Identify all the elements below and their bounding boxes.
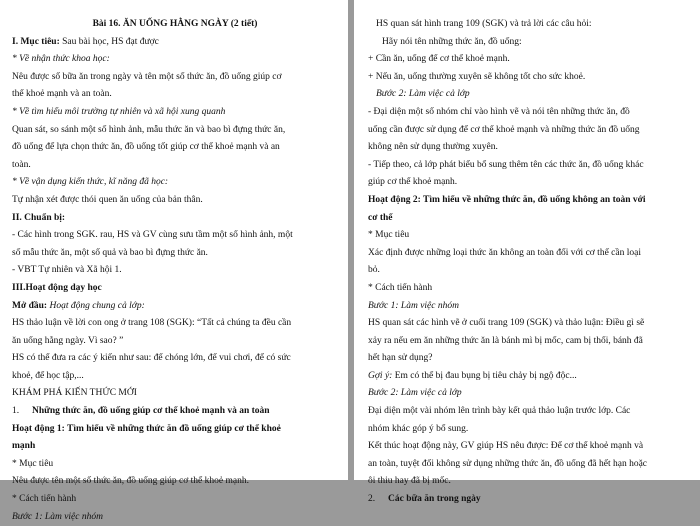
opening-line-4: khoẻ, để học tập,... <box>12 370 84 381</box>
hint-line <box>368 368 690 386</box>
objectives-line <box>12 34 338 52</box>
objectives-label: I. Mục tiêu: <box>12 36 60 47</box>
opening-line <box>12 298 338 316</box>
activities-heading: III.Hoạt động dạy học <box>12 282 102 293</box>
right-line-6: - Đại diện một số nhóm chỉ vào hình vẽ và nói tên những thức ăn, đồ <box>368 106 630 117</box>
opening-line-1: HS thảo luận về lời con ong ở trang 108 (SGK): “Tất cả chúng ta đều cần <box>12 318 292 329</box>
section-2-number: 2. <box>368 494 376 505</box>
method-label: * Cách tiến hành <box>12 494 77 505</box>
goal-label: * Mục tiêu <box>12 458 54 469</box>
document-page-right <box>354 0 700 505</box>
explore-heading: * Về tìm hiểu môi trường tự nhiên và xã hội xung quanh <box>12 106 226 117</box>
right-line-1: HS quan sát hình trang 109 (SGK) và trả lời các câu hỏi: <box>376 19 592 29</box>
science-line-1: Nêu được số bữa ăn trong ngày và tên một số thức ăn, đồ uống giúp cơ <box>12 71 282 82</box>
right-line-23: Đại diện một vài nhóm lên trình bày kết quả thảo luận trước lớp. Các <box>368 406 631 417</box>
right-line-7: uống cần được sử dụng để cơ thể khoẻ mạnh và những thức ăn đồ uống <box>368 124 640 135</box>
right-step-2b-label: Bước 2: Làm việc cả lớp <box>368 388 462 399</box>
right-line-27: ôi thiu hay đã bị mốc. <box>368 476 451 487</box>
skills-heading: * Về vận dụng kiến thức, kĩ năng đã học: <box>12 177 169 188</box>
activity-2-line-1: Hoạt động 2: Tìm hiểu về những thức ăn, đồ uống không an toàn với <box>368 194 646 205</box>
right-line-20: hết hạn sử dụng? <box>368 353 433 364</box>
right-line-25: Kết thúc hoạt động này, GV giúp HS nêu được: Để cơ thể khoẻ mạnh và <box>368 441 644 452</box>
explore-line-1: Quan sát, so sánh một số hình ảnh, mẫu thức ăn và bao bì đựng thức ăn, <box>12 124 286 135</box>
prep-line-2: số mẫu thức ăn, một số quả và bao bì đựng thức ăn. <box>12 247 208 258</box>
opening-text: Hoạt động chung cả lớp: <box>47 300 145 311</box>
explore-line-2: đồ uống để lựa chọn thức ăn, đồ uống tốt giúp cơ thể khoẻ mạnh và an <box>12 142 280 153</box>
right-line-19: xảy ra nếu em ăn những thức ăn là bánh mì bị mốc, cam bị thối, bánh đã <box>368 335 643 346</box>
right-step-2-label: Bước 2: Làm việc cả lớp <box>376 89 470 100</box>
goal-text: Nêu được tên một số thức ăn, đồ uống giúp cơ thể khoẻ mạnh. <box>12 476 249 487</box>
section-1-number: 1. <box>12 406 20 417</box>
prep-heading: II. Chuẩn bị: <box>12 212 66 223</box>
opening-line-2: ăn uống hằng ngày. Vì sao? ” <box>12 335 124 346</box>
skills-line-1: Tự nhận xét được thói quen ăn uống của bản thân. <box>12 194 203 205</box>
section-2-title: Các bữa ăn trong ngày <box>388 494 481 505</box>
opening-label: Mở đầu: <box>12 300 48 311</box>
hint-label: Gợi ý: <box>368 370 393 381</box>
section-1-title: Những thức ăn, đồ uống giúp cơ thể khoẻ mạnh và an toàn <box>32 406 270 417</box>
right-line-24: nhóm khác góp ý bổ sung. <box>368 423 469 434</box>
activity-1-line-2: mạnh <box>12 441 36 452</box>
right-line-10: giúp cơ thể khoẻ mạnh. <box>368 177 458 188</box>
right-line-2: Hãy nói tên những thức ăn, đồ uống: <box>382 36 522 47</box>
opening-line-3: HS có thể đưa ra các ý kiến như sau: để chóng lớn, để vui chơi, để có sức <box>12 353 291 364</box>
activity-2-line-2: cơ thể <box>368 212 393 223</box>
right-line-18: HS quan sát các hình vẽ ở cuối trang 109 (SGK) và thảo luận: Điều gì sẽ <box>368 318 645 329</box>
right-step-1-label: Bước 1: Làm việc nhóm <box>368 300 459 311</box>
right-line-4: + Nếu ăn, uống thường xuyên sẽ không tốt cho sức khoẻ. <box>368 71 586 82</box>
discover-heading: KHÁM PHÁ KIẾN THỨC MỚI <box>12 388 137 399</box>
document-page-left <box>0 0 348 522</box>
step-1-label: Bước 1: Làm việc nhóm <box>12 511 103 522</box>
section-2-heading <box>368 491 690 509</box>
explore-line-3: toàn. <box>12 159 31 170</box>
right-line-15: bỏ. <box>368 265 380 276</box>
right-method-label: * Cách tiến hành <box>368 282 433 293</box>
lesson-title: Bài 16. ĂN UỐNG HẰNG NGÀY (2 tiết) <box>92 19 258 29</box>
right-line-14: Xác định được những loại thức ăn không an toàn đối với cơ thể cần loại <box>368 247 641 258</box>
right-line-3: + Cần ăn, uống để cơ thể khoẻ mạnh. <box>368 54 510 65</box>
right-line-8: không nên sử dụng thường xuyên. <box>368 142 498 153</box>
right-line-26: an toàn, tuyệt đối không sử dụng những thức ăn, đồ uống đã hết hạn hoặc <box>368 458 648 469</box>
science-heading: * Về nhận thức khoa học: <box>12 54 110 65</box>
activity-1-line-1: Hoạt động 1: Tìm hiểu về những thức ăn đồ uống giúp cơ thể khoẻ <box>12 423 281 434</box>
right-goal-label: * Mục tiêu <box>368 230 410 241</box>
objectives-text: Sau bài học, HS đạt được <box>59 36 159 47</box>
hint-text: Em có thể bị đau bụng bị tiêu chảy bị ngộ độc... <box>392 370 577 381</box>
right-line-9: - Tiếp theo, cả lớp phát biểu bổ sung thêm tên các thức ăn, đồ uống khác <box>368 159 644 170</box>
section-1-heading <box>12 403 338 421</box>
prep-line-1: - Các hình trong SGK. rau, HS và GV cùng sưu tầm một số hình ảnh, một <box>12 230 293 241</box>
science-line-2: thể khoẻ mạnh và an toàn. <box>12 89 112 100</box>
prep-line-3: - VBT Tự nhiên và Xã hội 1. <box>12 265 122 276</box>
